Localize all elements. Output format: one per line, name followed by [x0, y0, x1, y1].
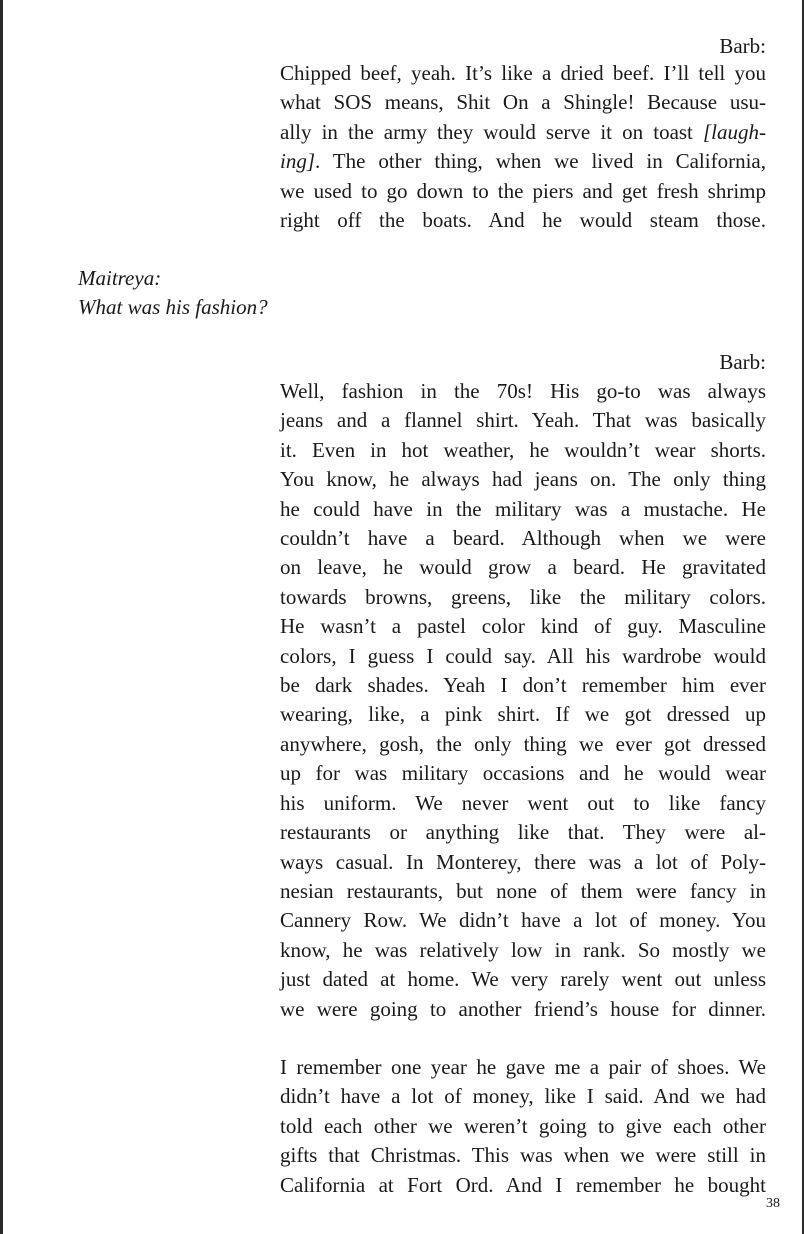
interviewer-question: What was his fashion?	[78, 295, 268, 319]
text-line: on leave, he would grow a beard. He gravitated	[280, 555, 766, 580]
text-line: Chipped beef, yeah. It’s like a dried beef. I’ll tell you	[280, 61, 766, 85]
text-line: didn’t have a lot of money, like I said. And we had	[280, 1084, 766, 1109]
speaker-label-barb: Barb:	[719, 350, 766, 374]
interviewer-label: Maitreya:	[78, 266, 162, 290]
text-line: wearing, like, a pink shirt. If we got dressed up	[280, 702, 766, 727]
answer-paragraph-3	[280, 1053, 766, 1200]
answer-paragraph-1	[280, 59, 766, 235]
answer-paragraph-2	[280, 377, 766, 1024]
text-line: right off the boats. And he would steam those.	[280, 208, 766, 233]
text-line: he could have in the military was a mustache. He	[280, 496, 766, 521]
text-line: towards browns, greens, like the military colors.	[280, 584, 766, 609]
text-line: it. Even in hot weather, he wouldn’t wear shorts.	[280, 437, 766, 462]
text-line: He wasn’t a pastel color kind of guy. Masculine	[280, 614, 766, 639]
text-line: told each other we weren’t going to give each other	[280, 1113, 766, 1138]
text-line: You know, he always had jeans on. The only thing	[280, 467, 766, 492]
text-line: just dated at home. We very rarely went out unless	[280, 967, 766, 992]
text-line: couldn’t have a beard. Although when we were	[280, 526, 766, 551]
text-line: colors, I guess I could say. All his wardrobe would	[280, 643, 766, 668]
text-line: we were going to another friend’s house for dinner.	[280, 996, 766, 1021]
text-line: gifts that Christmas. This was when we were still in	[280, 1143, 766, 1168]
text-line: what SOS means, Shit On a Shingle! Because usu-	[280, 90, 766, 115]
text-line: California at Fort Ord. And I remember he bought	[280, 1172, 766, 1197]
text-line: we used to go down to the piers and get fresh shrimp	[280, 178, 766, 203]
page-number: 38	[766, 1196, 780, 1211]
text-line: be dark shades. Yeah I don’t remember him ever	[280, 673, 766, 698]
text-line: nesian restaurants, but none of them were fancy in	[280, 878, 766, 903]
text-line: restaurants or anything like that. They were al-	[280, 820, 766, 845]
text-line: I remember one year he gave me a pair of shoes. We	[280, 1055, 766, 1079]
text-line: ways casual. In Monterey, there was a lot of Poly-	[280, 849, 766, 874]
speaker-label-barb: Barb:	[719, 34, 766, 58]
page-edge-left	[0, 0, 3, 1234]
text-line: ing]. The other thing, when we lived in California,	[280, 149, 766, 174]
text-line: know, he was relatively low in rank. So mostly we	[280, 937, 766, 962]
text-line: ally in the army they would serve it on toast [laugh-	[280, 119, 766, 144]
text-line: Cannery Row. We didn’t have a lot of money. You	[280, 908, 766, 933]
text-line: his uniform. We never went out to like fancy	[280, 790, 766, 815]
text-line: Well, fashion in the 70s! His go-to was always	[280, 379, 766, 403]
text-line: anywhere, gosh, the only thing we ever got dressed	[280, 731, 766, 756]
text-line: up for was military occasions and he would wear	[280, 761, 766, 786]
text-line: jeans and a flannel shirt. Yeah. That was basically	[280, 408, 766, 433]
